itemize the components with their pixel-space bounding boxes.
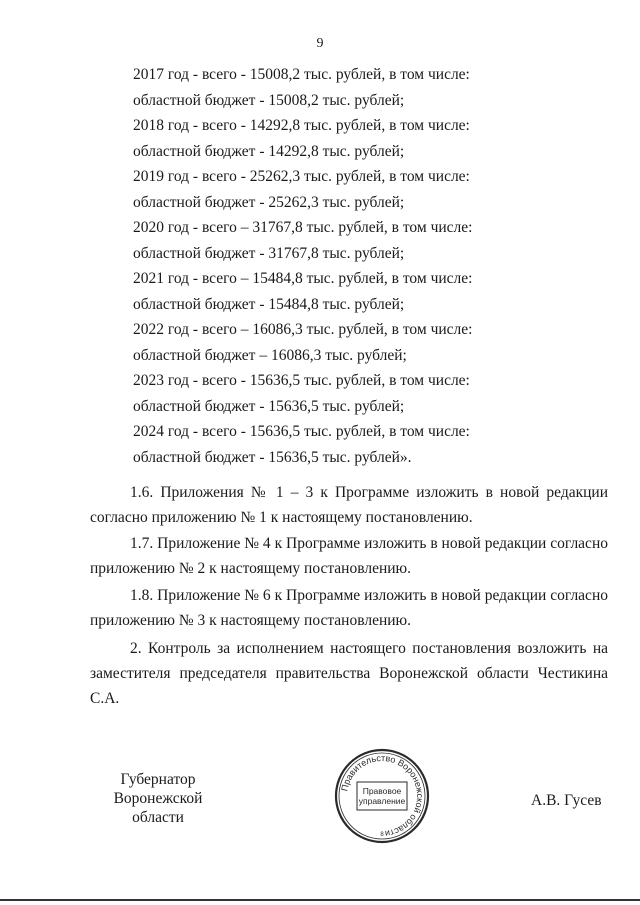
budget-line-2019-regional: областной бюджет - 25262,3 тыс. рублей; (133, 193, 405, 211)
item-1-8-text: 1.8. Приложение № 6 к Программе изложить в новой редакции согласно приложению № 3 к настоящему постановлению. (90, 587, 608, 629)
seal-center-line1: Правовое (362, 786, 402, 796)
seal-ring-text: Правительство Воронежской области (339, 752, 426, 839)
budget-line-2017-total: 2017 год - всего - 15008,2 тыс. рублей, в том числе: (133, 66, 470, 83)
budget-line-2019-total: 2019 год - всего - 25262,3 тыс. рублей, в том числе: (133, 168, 470, 185)
item-1-7 (90, 531, 608, 581)
budget-line-2022-total: 2022 год - всего – 16086,3 тыс. рублей, в том числе: (133, 321, 473, 338)
budget-line-2023-regional: областной бюджет - 15636,5 тыс. рублей; (133, 397, 405, 415)
budget-line-2023-total: 2023 год - всего - 15636,5 тыс. рублей, в том числе: (133, 372, 470, 389)
signatory-name: А.В. Гусев (531, 792, 602, 809)
budget-list (133, 62, 600, 470)
item-2 (90, 636, 608, 711)
item-1-7-text: 1.7. Приложение № 4 к Программе изложить в новой редакции согласно приложению № 2 к настоящему постановлению. (90, 535, 608, 577)
signatory-position-line1: Губернатор (120, 771, 196, 788)
signatory-position-line2: Воронежской области (113, 790, 203, 826)
official-seal (332, 746, 432, 846)
page-number: 9 (316, 36, 324, 51)
item-1-6 (90, 480, 608, 530)
seal-mark: 8 (380, 832, 384, 838)
budget-line-2018-total: 2018 год - всего - 14292,8 тыс. рублей, в том числе: (133, 117, 470, 134)
item-1-8 (90, 583, 608, 633)
budget-line-2020-total: 2020 год - всего – 31767,8 тыс. рублей, в том числе: (133, 219, 473, 236)
budget-line-2022-regional: областной бюджет – 16086,3 тыс. рублей; (133, 346, 407, 364)
budget-line-2021-total: 2021 год - всего – 15484,8 тыс. рублей, в том числе: (133, 270, 473, 287)
signatory-position (88, 770, 228, 827)
budget-line-2020-regional: областной бюджет - 31767,8 тыс. рублей; (133, 244, 405, 262)
seal-center-line2: управление (358, 796, 406, 806)
budget-line-2024-total: 2024 год - всего - 15636,5 тыс. рублей, в том числе: (133, 423, 470, 440)
item-1-6-text: 1.6. Приложения № 1 – 3 к Программе изложить в новой редакции согласно приложению № 1 к настоящему постановлению. (90, 484, 608, 526)
budget-line-2024-regional: областной бюджет - 15636,5 тыс. рублей». (133, 448, 412, 466)
item-2-text: 2. Контроль за исполнением настоящего постановления возложить на заместителя председателя правительства Воронежской области Честикина С.А. (90, 640, 608, 707)
budget-line-2018-regional: областной бюджет - 14292,8 тыс. рублей; (133, 142, 405, 160)
bottom-rule (0, 899, 640, 901)
budget-line-2017-regional: областной бюджет - 15008,2 тыс. рублей; (133, 91, 405, 109)
budget-line-2021-regional: областной бюджет - 15484,8 тыс. рублей; (133, 295, 405, 313)
